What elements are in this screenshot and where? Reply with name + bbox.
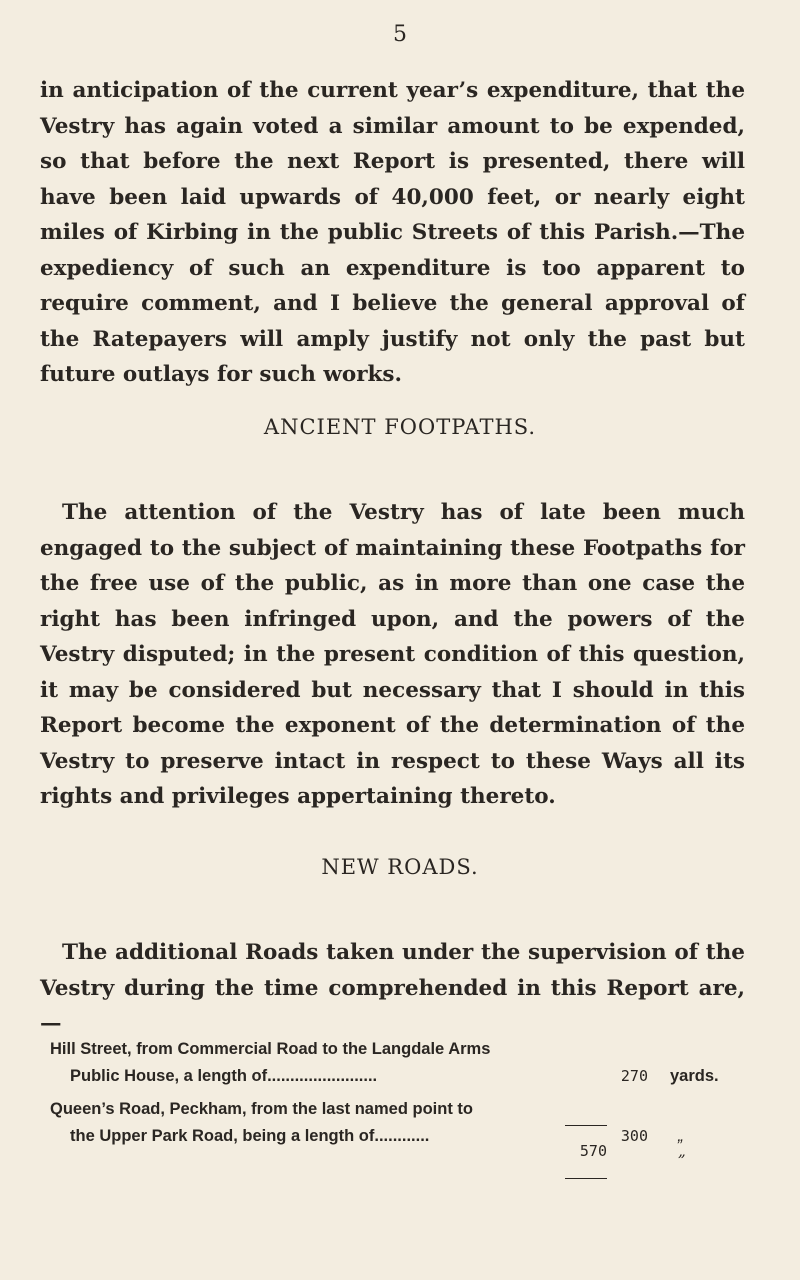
page-number: 5 — [393, 22, 407, 47]
sum-rule-bottom — [565, 1178, 607, 1179]
body-paragraph: The additional Roads taken under the supervision of the Vestry during the time comprehended in this Report are,— — [40, 940, 745, 1036]
ditto-mark: „ — [678, 1127, 684, 1145]
road-description: Queen’s Road, Peckham, from the last named point to — [50, 1100, 473, 1118]
road-length: 270 — [620, 1067, 648, 1085]
table-row — [40, 1040, 760, 1100]
road-description: Hill Street, from Commercial Road to the Langdale Arms — [50, 1040, 491, 1058]
body-paragraph: in anticipation of the current year’s expenditure, that the Vestry has again voted a similar amount to be expended, so that before the next Report is presented, there will have been laid upwards of 40,000 feet, or nearly eight miles of Kirbing in the public Streets of this Parish.—The expediency of such an expenditure is too apparent to require comment, and I believe the general approval of the Ratepayers will amply justify not only the past but future outlays for such works. — [40, 78, 745, 387]
table-row — [40, 1100, 760, 1160]
road-length-unit: yards. — [670, 1067, 719, 1085]
total-length: 570 — [579, 1142, 607, 1160]
roads-table — [40, 1040, 760, 1160]
sum-rule-top — [565, 1125, 607, 1126]
section-heading-ancient-footpaths: ANCIENT FOOTPATHS. — [263, 415, 537, 439]
ditto-mark: „ — [678, 1142, 686, 1160]
road-description-continued: the Upper Park Road, being a length of............ — [70, 1127, 430, 1145]
section-heading-new-roads: NEW ROADS. — [321, 855, 479, 879]
road-length: 300 — [620, 1127, 648, 1145]
road-description-continued: Public House, a length of........................ — [70, 1067, 378, 1085]
body-paragraph: The attention of the Vestry has of late been much engaged to the subject of maintaining these Footpaths for the free use of the public, as in more than one case the right has been infringed upon, and the powers of the Vestry disputed; in the present condition of this question, it may be considered but necessary that I should in this Report become the exponent of the determination of the Vestry to preserve intact in respect to these Ways all its rights and privileges appertaining thereto. — [40, 500, 745, 809]
